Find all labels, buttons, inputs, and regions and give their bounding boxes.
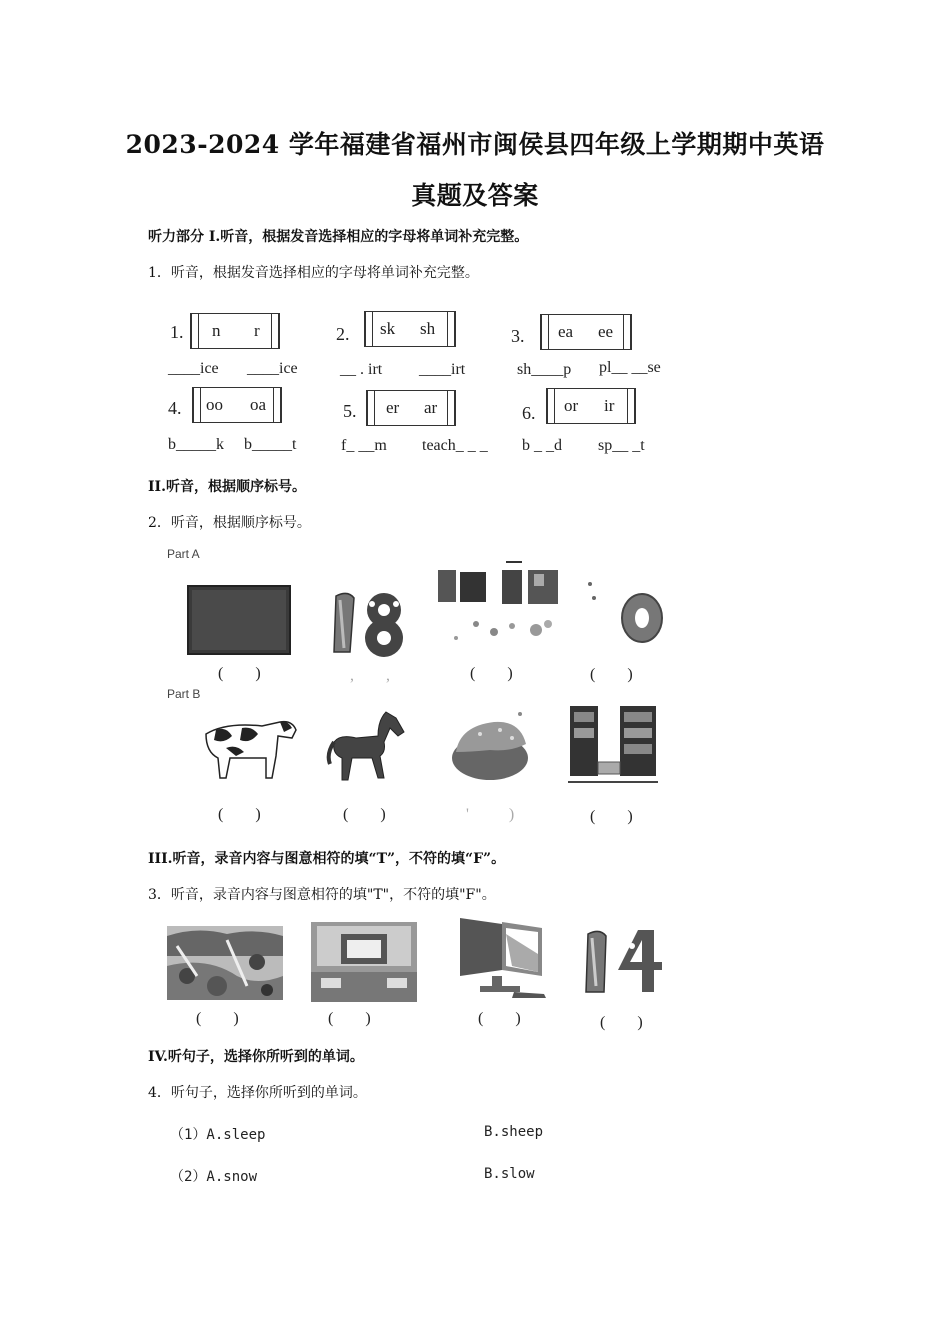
letter-option: r [254,321,260,340]
letter-scroll [192,387,282,423]
item-number: 4. [168,398,182,418]
question1-text: 1．听音，根据发音选择相应的字母将单词补充完整。 [148,265,479,281]
fill-word: ____irt [419,361,466,378]
letter-option: sk [380,319,396,338]
letter-option: ee [598,322,614,341]
answer-blank[interactable]: ' ) [466,806,515,823]
answer-blank[interactable]: ( ) [343,806,386,823]
number-fourteen-picture [582,926,670,996]
letter-scroll [540,314,632,350]
option-1b[interactable]: B.sheep [484,1124,544,1140]
option-2b[interactable]: B.slow [484,1166,535,1182]
section1-heading: 听力部分 I.听音，根据发音选择相应的字母将单词补充完整。 [148,229,529,245]
number-eight-picture [328,588,416,658]
option-2a[interactable]: （2）A.snow [170,1169,258,1185]
blackboard-picture [186,584,292,656]
document-title-line1: 2023-2024 学年福建省福州市闽侯县四年级上学期期中英语 [125,130,825,159]
fill-word: sp__ _t [598,437,645,454]
letter-scroll [546,388,636,424]
letter-option: or [564,396,579,415]
answer-blank[interactable]: ( ) [218,806,261,823]
horse-picture [326,708,408,786]
question3-text: 3．听音，录音内容与图意相符的填"T"，不符的填"F"。 [148,887,496,903]
part-a-label: Part A [167,547,200,561]
letter-option: ir [604,396,615,415]
answer-blank[interactable]: , , [350,667,390,684]
cow-picture [196,708,300,782]
question2-text: 2．听音，根据顺序标号。 [148,515,311,531]
letter-option: n [212,321,221,340]
letter-option: ea [558,322,574,341]
document-title-line2: 真题及答案 [411,181,539,210]
classroom-windows-picture [436,560,562,644]
letter-option: oa [250,395,267,414]
question4-text: 4．听句子，选择你所听到的单词。 [148,1085,367,1101]
answer-blank[interactable]: ( ) [196,1010,239,1027]
part-b-label: Part B [167,687,201,701]
item-number: 5. [343,401,357,421]
answer-blank[interactable]: ( ) [470,665,513,682]
letter-option: oo [206,395,223,414]
letter-scroll [190,313,280,349]
fill-word: __ . irt [340,361,383,378]
answer-blank[interactable]: ( ) [218,665,261,682]
rice-picture [450,708,530,784]
section2-heading: II.听音，根据顺序标号。 [148,479,306,495]
answer-blank[interactable]: ( ) [590,808,633,825]
letter-option: er [386,398,400,417]
letter-scroll [366,390,456,426]
item-number: 1. [170,322,184,342]
letter-option: sh [420,319,436,338]
answer-blank[interactable]: ( ) [600,1014,643,1031]
computer-picture [452,914,546,1000]
item-number: 3. [511,326,525,346]
fill-word: ____ice [247,360,298,377]
fill-word: b_____k [168,436,224,453]
garden-picture [167,926,283,1000]
bookshelves-picture [568,704,658,786]
fill-word: ____ice [168,360,219,377]
option-1a[interactable]: （1）A.sleep [170,1127,266,1143]
section3-heading: III.听音，录音内容与图意相符的填“T”，不符的填“F”。 [148,851,506,867]
fill-word: sh____p [517,361,572,378]
fill-word: b_____t [244,436,297,453]
section4-heading: IV.听句子，选择你所听到的单词。 [148,1049,364,1065]
classroom-tv-picture [311,922,417,1002]
fill-word: f_ __m [341,437,387,454]
fill-word: pl__ __se [599,359,661,376]
answer-blank[interactable]: ( ) [590,666,633,683]
letter-option: ar [424,398,438,417]
fill-word: teach_ _ _ [422,437,488,454]
item-number: 6. [522,403,536,423]
letter-scroll [364,311,456,347]
number-zero-picture [584,578,668,648]
fill-word: b _ _d [522,437,562,454]
answer-blank[interactable]: ( ) [478,1010,521,1027]
answer-blank[interactable]: ( ) [328,1010,371,1027]
item-number: 2. [336,324,350,344]
